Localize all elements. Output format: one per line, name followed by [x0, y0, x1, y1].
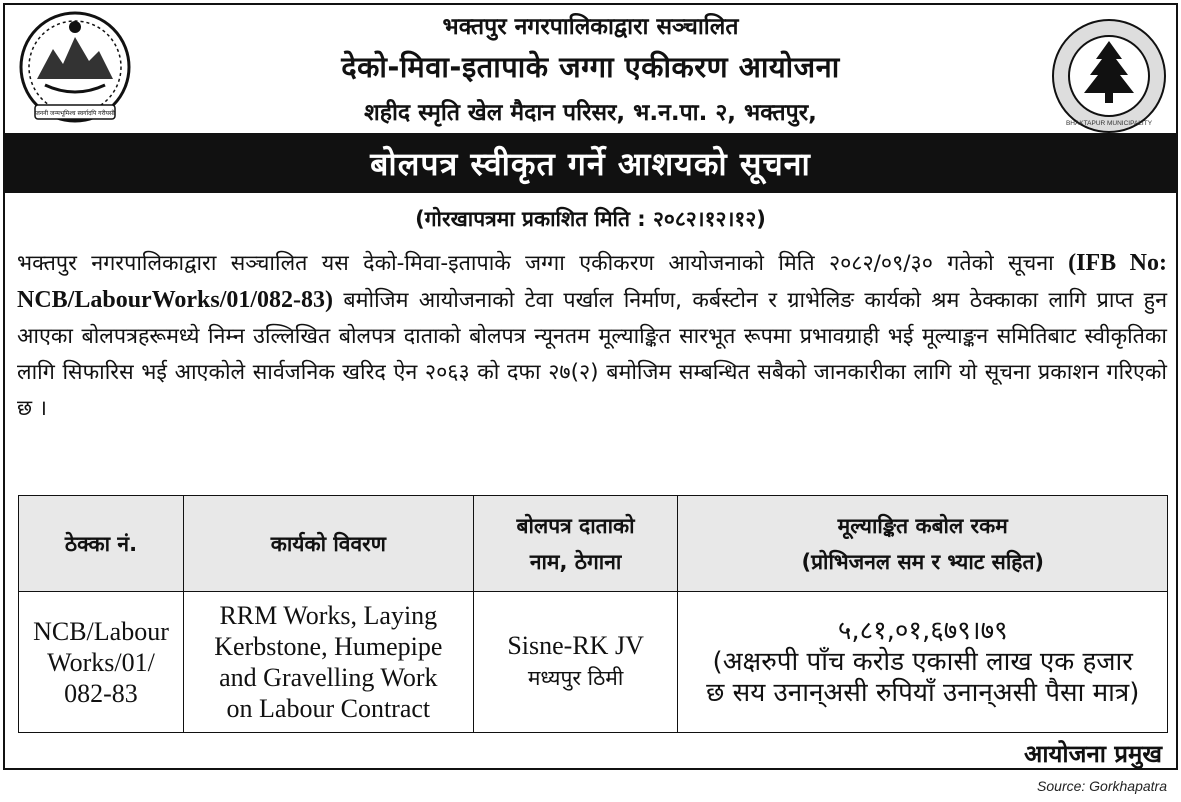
cell-description: RRM Works, Laying Kerbstone, Humepipe and Gravelling Work on Labour Contract [183, 592, 473, 733]
cell-contract-no: NCB/Labour Works/01/ 082-83 [19, 592, 184, 733]
cell-amount [678, 592, 1168, 733]
publication-date: (गोरखापत्रमा प्रकाशित मिति : २०८२।१२।१२) [415, 207, 766, 231]
award-table [18, 495, 1168, 733]
bidder-name: Sisne-RK JV [507, 631, 644, 660]
bidder-address: मध्यपुर ठिमी [527, 666, 624, 690]
signatory-title: आयोजना प्रमुख [1023, 740, 1162, 768]
ifb-number: (IFB No: NCB/LabourWorks/01/082-83) [17, 250, 1167, 313]
col-bidder: बोलपत्र दाताको नाम, ठेगाना [473, 496, 678, 592]
emblem-motto: जननी जन्मभूमिश्च स्वर्गादपि गरीयसी [35, 110, 115, 117]
notice-body [17, 245, 1167, 427]
body-part-2: बमोजिम आयोजनाको टेवा पर्खाल निर्माण, कर्बस्टोन र ग्राभेलिङ कार्यको श्रम ठेक्काका लागि प्राप्त हुन आएका बोलपत्रहरूमध्ये निम्न उल्लिखित बोलपत्र दाताको बोलपत्र न्यूनतम मूल्याङ्कित सारभूत रूपमा प्रभावग्राही भई मूल्याङ्कन समितिबाट स्वीकृतिका लागि सिफारिस भई आएकोले सार्वजनिक खरिद ऐन २०६३ को दफा २७(२) बमोजिम सम्बन्धित सबैको जानकारीका लागि यो सूचना प्रकाशन गरिएको छ । [17, 288, 1167, 421]
notice-header [5, 5, 1176, 135]
amount-words-2: छ सय उनान्असी रुपियाँ उनान्असी पैसा मात्र) [706, 677, 1140, 708]
header-line-1: भक्तपुर नगरपालिकाद्वारा सञ्चालित [442, 14, 739, 40]
col-contract-no: ठेक्का नं. [19, 496, 184, 592]
notice-document [3, 3, 1178, 770]
header-project-title: देको-मिवा-इतापाके जग्गा एकीकरण आयोजना [341, 50, 840, 84]
source-credit: Source: Gorkhapatra [1037, 778, 1167, 794]
municipality-caption: BHAKTAPUR MUNICIPALITY [1065, 120, 1153, 127]
bhaktapur-municipality-logo-icon [1050, 17, 1168, 135]
amount-figure: ५,८१,०१,६७९।७९ [837, 615, 1008, 646]
header-address: शहीद स्मृति खेल मैदान परिसर, भ.न.पा. २, भक्तपुर, [364, 100, 817, 126]
table-row [19, 592, 1168, 733]
amount-words-1: (अक्षरुपी पाँच करोड एकासी लाख एक हजार [712, 646, 1133, 677]
table-header-row [19, 496, 1168, 592]
col-description: कार्यको विवरण [183, 496, 473, 592]
col-amount: मूल्याङ्कित कबोल रकम (प्रोभिजनल सम र भ्याट सहित) [678, 496, 1168, 592]
notice-title-banner: बोलपत्र स्वीकृत गर्ने आशयको सूचना [5, 135, 1176, 193]
cell-bidder [473, 592, 678, 733]
body-part-1: भक्तपुर नगरपालिकाद्वारा सञ्चालित यस देको-मिवा-इतापाके जग्गा एकीकरण आयोजनाको मिति २०८२/०९/३० गतेको सूचना [17, 251, 1069, 276]
